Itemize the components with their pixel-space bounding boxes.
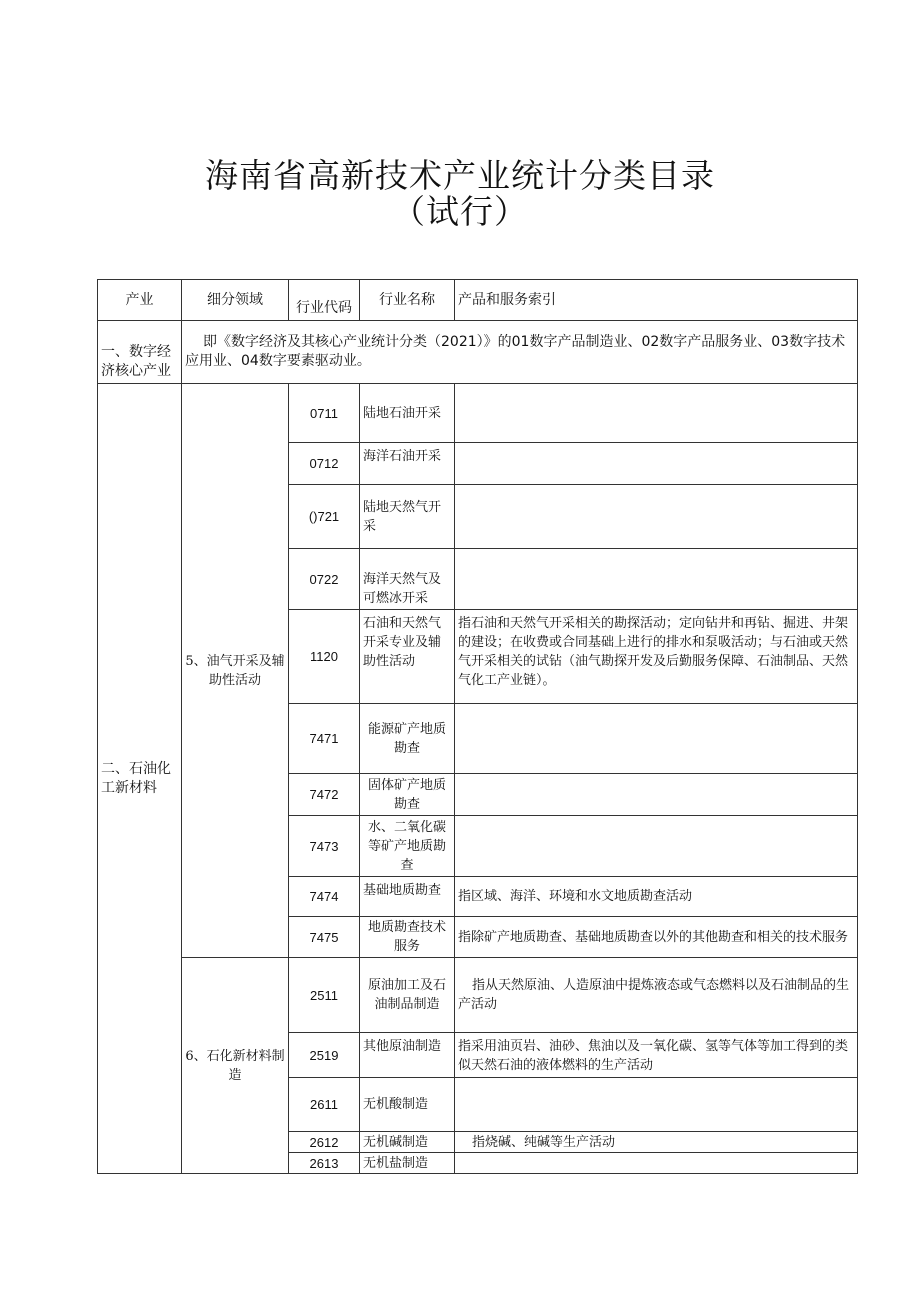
section1-industry: 一、数字经济核心产业	[98, 321, 182, 384]
service-index	[455, 443, 858, 485]
section1-description: 即《数字经济及其核心产业统计分类（2021）》的01数字产品制造业、02数字产品服务业、03数字技术应用业、04数字要素驱动业。	[182, 321, 858, 384]
industry-name: 地质勘查技术服务	[360, 917, 455, 958]
service-index	[455, 704, 858, 774]
industry-code: 0711	[289, 384, 360, 443]
industry-code: 0712	[289, 443, 360, 485]
service-index	[455, 816, 858, 877]
service-index: 指石油和天然气开采相关的勘探活动；定向钻井和再钻、掘进、井架的建设；在收费或合同基础上进行的排水和泵吸活动；与石油或天然气开采相关的试钻（油气勘探开发及后勤服务保障、石油制品、天然气化工产业链）。	[455, 610, 858, 704]
industry-name: 无机酸制造	[360, 1078, 455, 1132]
table-row	[98, 384, 858, 443]
industry-code: 0722	[289, 549, 360, 610]
industry-name: 陆地石油开采	[360, 384, 455, 443]
industry-code: ()721	[289, 485, 360, 549]
service-index	[455, 384, 858, 443]
industry-name: 海洋天然气及可燃冰开采	[360, 549, 455, 610]
service-index	[455, 1153, 858, 1174]
service-index	[455, 774, 858, 816]
industry-code: 1120	[289, 610, 360, 704]
header-name: 行业名称	[360, 280, 455, 321]
header-subfield: 细分领域	[182, 280, 289, 321]
header-industry: 产业	[98, 280, 182, 321]
subfield-petrochemical: 6、石化新材料制造	[182, 958, 289, 1174]
industry-code: 7473	[289, 816, 360, 877]
service-index: 指烧碱、纯碱等生产活动	[455, 1132, 858, 1153]
industry-name: 其他原油制造	[360, 1033, 455, 1078]
table-row-section1	[98, 321, 858, 384]
industry-name: 无机碱制造	[360, 1132, 455, 1153]
subfield-oil-gas: 5、油气开采及辅助性活动	[182, 384, 289, 958]
industry-name: 无机盐制造	[360, 1153, 455, 1174]
header-index: 产品和服务索引	[455, 280, 858, 321]
service-index: 指采用油页岩、油砂、焦油以及一氧化碳、氢等气体等加工得到的类似天然石油的液体燃料的生产活动	[455, 1033, 858, 1078]
industry-name: 石油和天然气开采专业及辅助性活动	[360, 610, 455, 704]
service-index	[455, 1078, 858, 1132]
header-code: 行业代码	[289, 280, 360, 321]
industry-code: 2612	[289, 1132, 360, 1153]
service-index	[455, 549, 858, 610]
industry-name: 基础地质勘查	[360, 877, 455, 917]
industry-code: 2613	[289, 1153, 360, 1174]
industry-code: 7472	[289, 774, 360, 816]
industry-name: 原油加工及石油制品制造	[360, 958, 455, 1033]
industry-name: 陆地天然气开采	[360, 485, 455, 549]
industry-code: 7475	[289, 917, 360, 958]
industry-name: 固体矿产地质勘查	[360, 774, 455, 816]
section2-industry: 二、石油化工新材料	[98, 384, 182, 1174]
industry-code: 2519	[289, 1033, 360, 1078]
document-subtitle: （试行）	[392, 192, 528, 231]
industry-name: 海洋石油开采	[360, 443, 455, 485]
document-title: 海南省高新技术产业统计分类目录	[205, 156, 715, 195]
table-header-row	[98, 280, 858, 321]
industry-name: 水、二氧化碳等矿产地质勘查	[360, 816, 455, 877]
service-index: 指除矿产地质勘查、基础地质勘查以外的其他勘查和相关的技术服务	[455, 917, 858, 958]
industry-code: 2611	[289, 1078, 360, 1132]
industry-name: 能源矿产地质勘查	[360, 704, 455, 774]
industry-code: 2511	[289, 958, 360, 1033]
service-index	[455, 485, 858, 549]
classification-table	[97, 279, 858, 1174]
table-row	[98, 958, 858, 1033]
service-index: 指从天然原油、人造原油中提炼液态或气态燃料以及石油制品的生产活动	[455, 958, 858, 1033]
industry-code: 7471	[289, 704, 360, 774]
service-index: 指区域、海洋、环境和水文地质勘查活动	[455, 877, 858, 917]
industry-code: 7474	[289, 877, 360, 917]
